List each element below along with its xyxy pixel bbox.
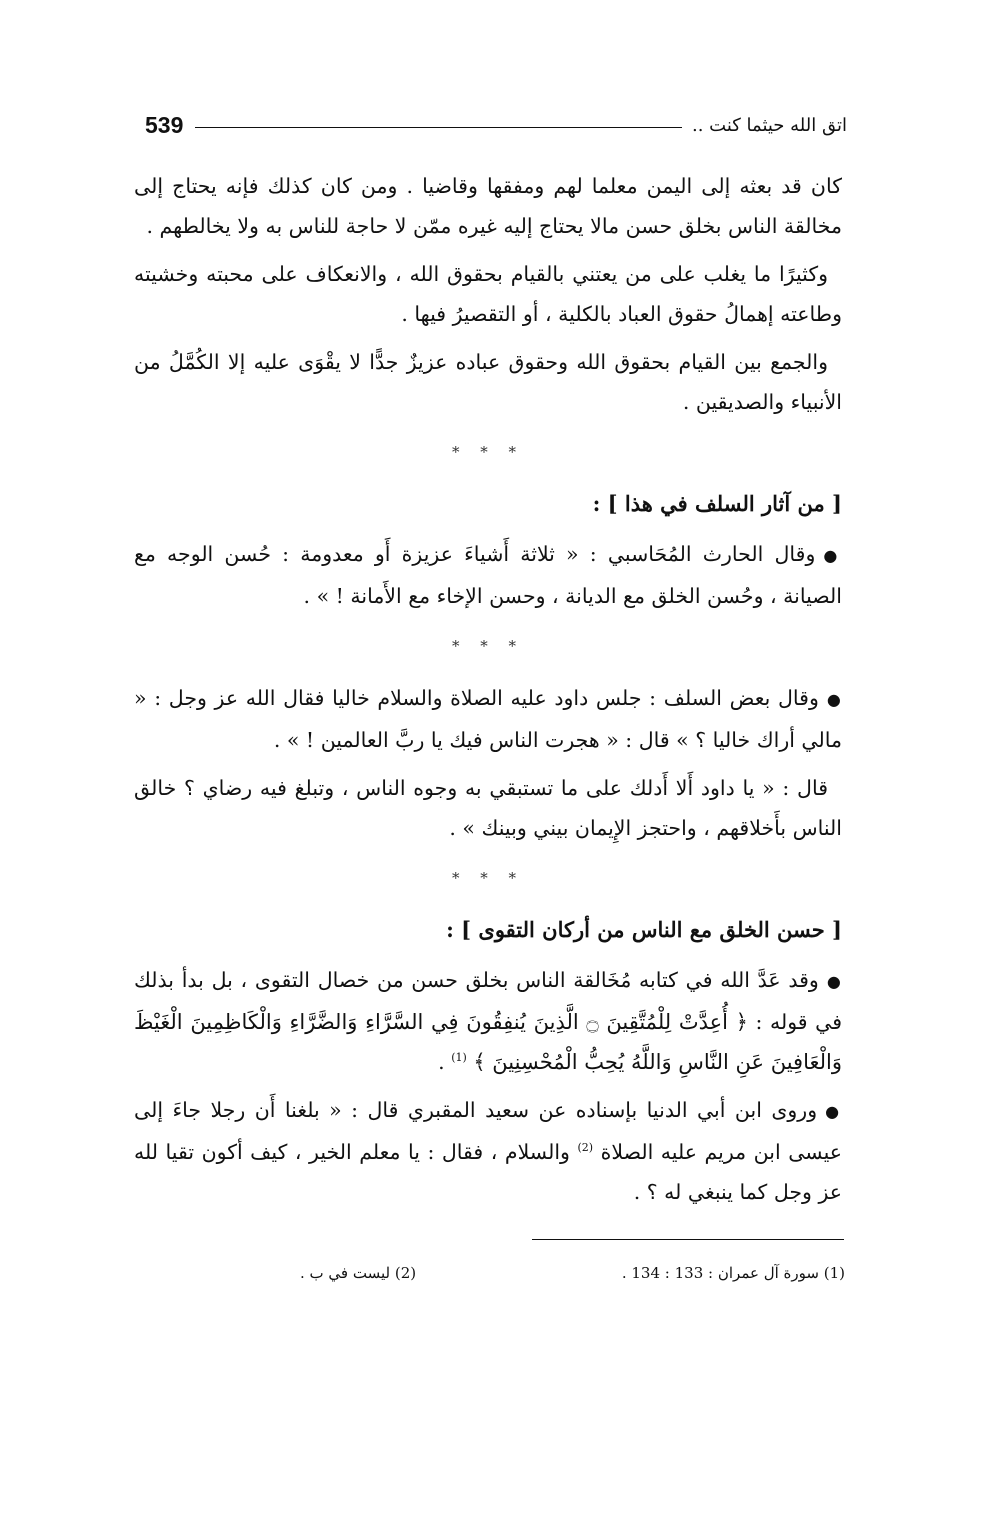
paragraph-8-text-a: وروى ابن أبي الدنيا بإسناده عن سعيد المقبري قال : « بلغنا أَن رجلا جاءَ إلى عيسى ابن مريم عليه الصلاة: [134, 1098, 842, 1164]
paragraph-1: كان قد بعثه إلى اليمن معلما لهم ومفقها وقاضيا . ومن كان كذلك فإنه يحتاج إلى مخالقة الناس بخلق حسن مالا يحتاج إليه غيره ممّن لا حاجة للناس به ولا يخالطهم .: [134, 174, 842, 238]
footnote-ref-1: (1): [451, 1051, 467, 1065]
paragraph-3: والجمع بين القيام بحقوق الله وحقوق عباده عزيزٌ جدًّا لا يقْوَى عليه إلا الكُمَّلُ من الأنبياء والصديقين .: [134, 350, 842, 414]
footnote-rule: [532, 1239, 844, 1240]
header-rule: [195, 127, 682, 128]
body-text: [134, 166, 842, 1220]
paragraph-7-end: .: [438, 1050, 445, 1074]
paragraph-6: قال : « يا داود أَلا أَدلك على ما تستبقي به وجوه الناس ، وتبلغ فيه رضاي ؟ خالق الناس بأَخلاقهم ، واحتجز الإِيمان بيني وبينك » .: [134, 776, 842, 840]
bullet-icon: ●: [825, 1102, 842, 1121]
section-separator: * * *: [451, 443, 525, 461]
paragraph-5-text: وقال بعض السلف : جلس داود عليه الصلاة والسلام خاليا فقال الله عز وجل : « مالي أراك خاليا ؟ » قال : « هجرت الناس فيك يا ربَّ العالمين ! » .: [134, 686, 842, 752]
footnote-2: (2) ليست في ب .: [300, 1264, 417, 1282]
footnote-1: (1) سورة آل عمران : 133 : 134 .: [621, 1264, 845, 1282]
bullet-icon: ●: [823, 546, 842, 565]
section-separator: * * *: [451, 869, 525, 887]
quran-verse: ﴿ أُعِدَّتْ لِلْمُتَّقِينَ ۝ الَّذِينَ يُنفِقُونَ فِي السَّرَّاءِ وَالضَّرَّاءِ وَالْكَاظِمِينَ الْغَيْظَ وَالْعَافِينَ عَنِ النَّاسِ وَاللَّهُ يُحِبُّ الْمُحْسِنِينَ ﴾: [134, 1010, 842, 1074]
paragraph-8-text-b: والسلام ، فقال : يا معلم الخير ، كيف أكون تقيا لله عز وجل كما ينبغي له ؟ .: [134, 1140, 842, 1204]
section-heading-1: [ من آثار السلف في هذا ] :: [592, 491, 842, 516]
paragraph-2: وكثيرًا ما يغلب على من يعتني بالقيام بحقوق الله ، والانعكاف على محبته وخشيته وطاعته إهمالُ حقوق العباد بالكلية ، أو التقصيرُ فيها .: [134, 262, 842, 326]
paragraph-5: [134, 678, 842, 760]
section-separator: * * *: [451, 637, 525, 655]
paragraph-7-intro: وقد عَدَّ الله في كتابه مُخَالقة الناس بخلق حسن من خصال التقوى ، بل بدأ بذلك في قوله :: [134, 968, 842, 1034]
paragraph-8: [134, 1090, 842, 1212]
page-header: [145, 108, 847, 142]
footnotes: [300, 1264, 845, 1282]
page-number: 539: [145, 111, 184, 138]
running-title: اتق الله حيثما كنت ..: [691, 114, 847, 136]
paragraph-4: [134, 534, 842, 616]
footnote-ref-2: (2): [577, 1141, 594, 1155]
paragraph-4-text: وقال الحارث المُحَاسبي : « ثلاثة أَشياءَ عزيزة أَو معدومة : حُسن الوجه مع الصيانة ، وحُسن الخلق مع الديانة ، وحسن الإخاء مع الأَمانة ! » .: [134, 542, 842, 608]
bullet-icon: ●: [826, 690, 842, 709]
bullet-icon: ●: [826, 972, 842, 991]
section-heading-2: [ حسن الخلق مع الناس من أركان التقوى ] :: [446, 917, 842, 942]
paragraph-7: [134, 960, 842, 1082]
